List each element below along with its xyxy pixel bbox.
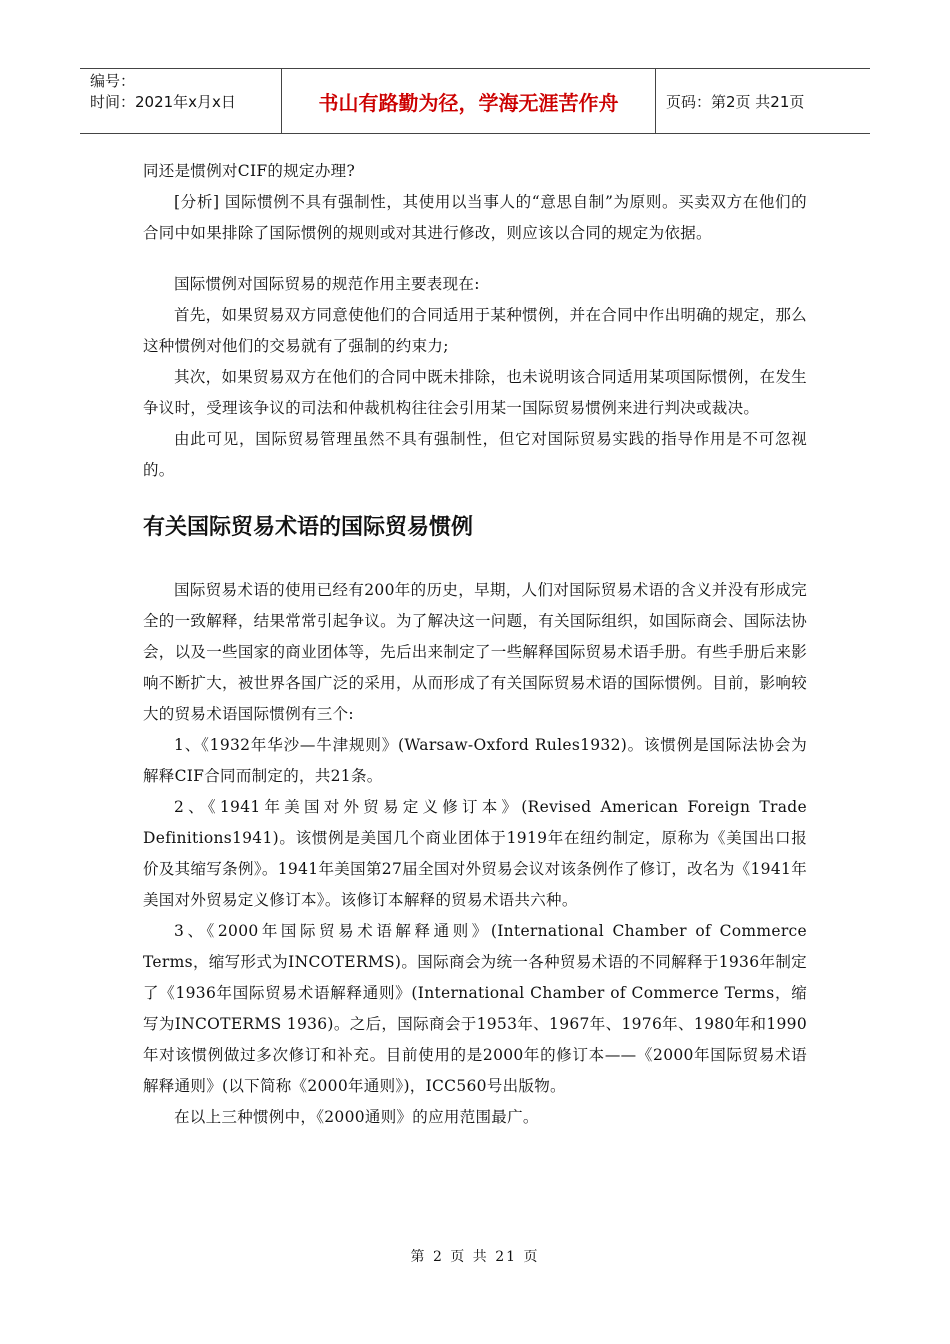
page-header [80, 68, 870, 134]
section-intro: 国际贸易术语的使用已经有200年的历史，早期，人们对国际贸易术语的含义并没有形成完全的一致解释，结果常常引起争议。为了解决这一问题，有关国际组织，如国际商会、国际法协会，以及一些国家的商业团体等，先后出来制定了一些解释国际贸易术语手册。有些手册后来影响不断扩大，被世界各国广泛的采用，从而形成了有关国际贸易术语的国际惯例。目前，影响较大的贸易术语国际惯例有三个: [143, 581, 807, 723]
paragraph-intro: 国际惯例对国际贸易的规范作用主要表现在: [174, 275, 480, 293]
header-motto: 书山有路勤为径，学海无涯苦作舟 [282, 69, 656, 133]
number-label: 编号： [90, 72, 136, 90]
list-item-warsaw-oxford: 1、《1932年华沙—牛津规则》(Warsaw-Oxford Rules1932)。该惯例是国际法协会为解释CIF合同而制定的，共21条。 [143, 736, 807, 785]
section-closing: 在以上三种惯例中，《2000通则》的应用范围最广。 [174, 1108, 539, 1126]
paragraph-first: 首先，如果贸易双方同意使他们的合同适用于某种惯例，并在合同中作出明确的规定，那么这种惯例对他们的交易就有了强制的约束力; [143, 306, 807, 355]
document-body [143, 156, 807, 1133]
section-heading: 有关国际贸易术语的国际贸易惯例 [143, 515, 474, 540]
paragraph-question: 同还是惯例对CIF的规定办理? [143, 162, 356, 180]
list-item-incoterms: 3、《2000年国际贸易术语解释通则》(International Chamber of Commerce Terms，缩写形式为INCOTERMS)。国际商会为统一各种贸易术语的不同解释于1936年制定了《1936年国际贸易术语解释通则》(International Chamber of Commerce Terms，缩写为INCOTERMS 1936)。之后，国际商会于1953年、1967年、1976年、1980年和1990年对该惯例做过多次修订和补充。目前使用的是2000年的修订本——《2000年国际贸易术语解释通则》(以下简称《2000年通则》)，ICC560号出版物。 [143, 922, 807, 1095]
header-meta [80, 69, 282, 133]
header-page-label: 页码：第2页 共21页 [666, 92, 805, 111]
page-footer: 第 2 页 共 21 页 [410, 1249, 540, 1265]
paragraph-analysis: [分析] 国际惯例不具有强制性，其使用以当事人的“意思自制”为原则。买卖双方在他们的合同中如果排除了国际惯例的规则或对其进行修改，则应该以合同的规定为依据。 [143, 193, 807, 242]
paragraph-second: 其次，如果贸易双方在他们的合同中既未排除，也未说明该合同适用某项国际惯例，在发生争议时，受理该争议的司法和仲裁机构往往会引用某一国际贸易惯例来进行判决或裁决。 [143, 368, 807, 417]
paragraph-conclusion: 由此可见，国际贸易管理虽然不具有强制性，但它对国际贸易实践的指导作用是不可忽视的。 [143, 430, 807, 479]
list-item-american-definitions: 2、《1941年美国对外贸易定义修订本》(Revised American Foreign Trade Definitions1941)。该惯例是美国几个商业团体于1919年在纽约制定，原称为《美国出口报价及其缩写条例》。1941年美国第27届全国对外贸易会议对该条例作了修订，改名为《1941年美国对外贸易定义修订本》。该修订本解释的贸易术语共六种。 [143, 798, 807, 909]
spacer [143, 249, 807, 269]
time-label: 时间：2021年x月x日 [90, 93, 236, 111]
